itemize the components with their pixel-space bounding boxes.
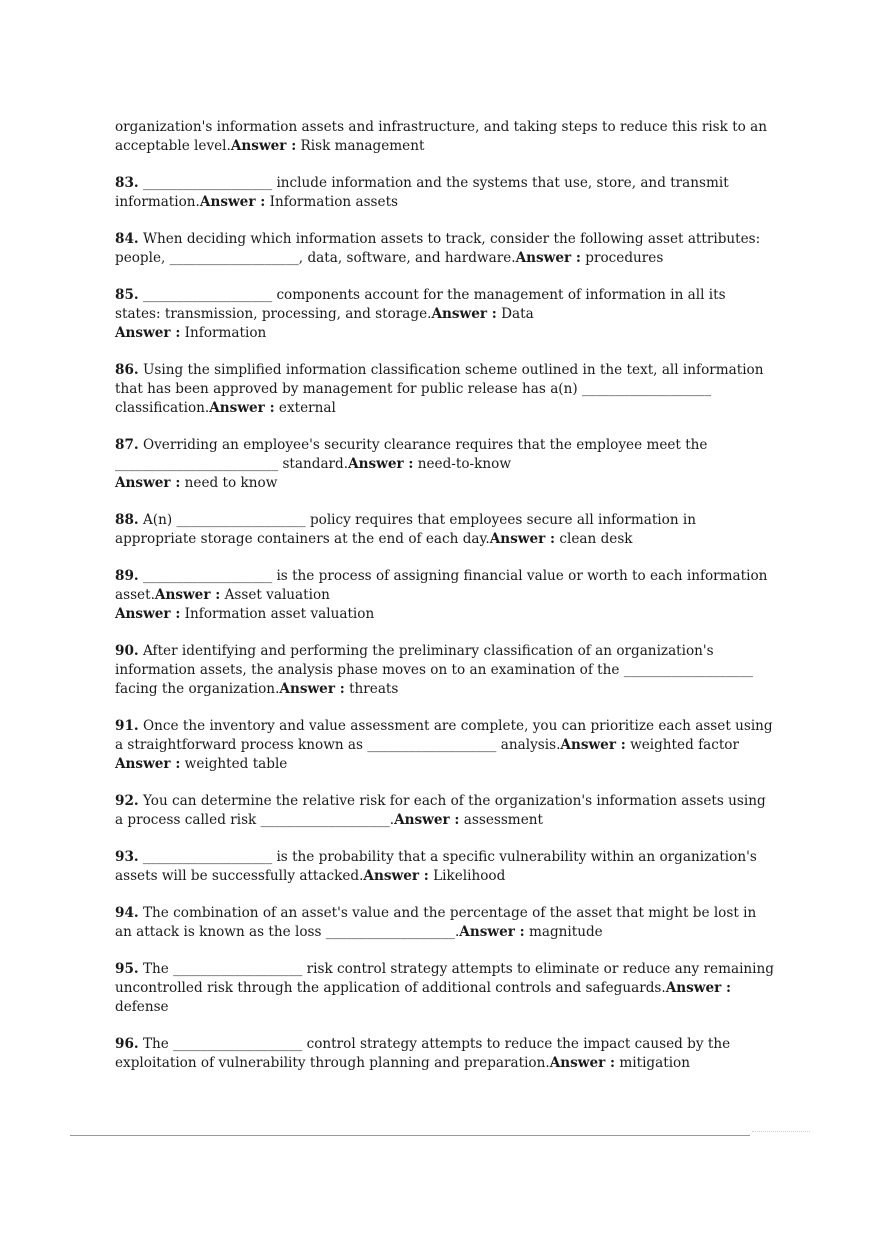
question-text: ___________________ include information and the systems that use, store, and transmit information.: [115, 175, 729, 210]
question-89: [115, 567, 775, 624]
question-number: 95.: [115, 961, 139, 977]
question-text: The combination of an asset's value and the percentage of the asset that might be lost in an attack is known as the loss ___________________.: [115, 905, 757, 940]
question-text: ___________________ components account for the management of information in all its states: transmission, processing, and storage.: [115, 287, 726, 322]
alternate-answer-text: weighted table: [180, 756, 288, 772]
question-line: [115, 567, 775, 605]
alternate-answer-label: Answer :: [115, 606, 181, 622]
question-number: 92.: [115, 793, 139, 809]
answer-text: mitigation: [615, 1055, 690, 1071]
question-number: 89.: [115, 568, 139, 584]
question-text: ___________________ is the process of assigning financial value or worth to each information asset.: [115, 568, 768, 603]
question-line: [115, 792, 775, 830]
alternate-answer-label: Answer :: [115, 475, 181, 491]
question-line: [115, 642, 775, 699]
question-text: Using the simplified information classification scheme outlined in the text, all information that has been approved by management for public release has a(n) ___________________ classification.: [115, 362, 764, 416]
footer-faint-mark: [752, 1131, 810, 1138]
answer-label: Answer :: [515, 250, 581, 266]
answer-text: procedures: [580, 250, 664, 266]
alternate-answer-line: [115, 755, 775, 774]
answer-text: Data: [496, 306, 534, 322]
answer-text: external: [274, 400, 336, 416]
question-text: ___________________ is the probability that a specific vulnerability within an organization's assets will be successfully attacked.: [115, 849, 757, 884]
question-number: 91.: [115, 718, 139, 734]
question-number: 84.: [115, 231, 139, 247]
intro-line: [115, 118, 775, 156]
intro-paragraph: [115, 118, 775, 156]
answer-text: need-to-know: [413, 456, 511, 472]
question-87: [115, 436, 775, 493]
question-text: Once the inventory and value assessment are complete, you can prioritize each asset using a straightforward process known as ___________________ analysis.: [115, 718, 773, 753]
footer-divider: [70, 1135, 750, 1136]
question-line: [115, 361, 775, 418]
answer-label: Answer :: [459, 924, 525, 940]
question-line: [115, 1035, 775, 1073]
question-94: [115, 904, 775, 942]
question-number: 93.: [115, 849, 139, 865]
question-line: [115, 717, 775, 755]
question-number: 88.: [115, 512, 139, 528]
answer-text: assessment: [459, 812, 543, 828]
question-91: [115, 717, 775, 774]
question-line: [115, 230, 775, 268]
intro-text: organization's information assets and infrastructure, and taking steps to reduce this risk to an acceptable level.: [115, 119, 768, 154]
answer-label: Answer :: [431, 306, 497, 322]
question-83: [115, 174, 775, 212]
question-text: The ___________________ risk control strategy attempts to eliminate or reduce any remaining uncontrolled risk through the application of additional controls and safeguards.: [115, 961, 774, 996]
answer-text: weighted factor: [625, 737, 739, 753]
question-line: [115, 436, 775, 474]
answer-label: Answer :: [549, 1055, 616, 1071]
alternate-answer-label: Answer :: [115, 756, 181, 772]
question-line: [115, 904, 775, 942]
question-text: When deciding which information assets to track, consider the following asset attributes: people, ___________________, data, software, and hardware.: [115, 231, 761, 266]
question-number: 94.: [115, 905, 139, 921]
answer-text: defense: [115, 999, 169, 1015]
alternate-answer-line: [115, 605, 775, 624]
answer-label: Answer :: [209, 400, 275, 416]
question-number: 90.: [115, 643, 139, 659]
question-text: You can determine the relative risk for each of the organization's information assets using a process called risk ___________________.: [115, 793, 766, 828]
alternate-answer-text: need to know: [180, 475, 278, 491]
answer-text: Information assets: [265, 194, 399, 210]
question-86: [115, 361, 775, 418]
question-93: [115, 848, 775, 886]
answer-label: Answer :: [199, 194, 266, 210]
question-number: 86.: [115, 362, 139, 378]
alternate-answer-line: [115, 474, 775, 493]
answer-label: Answer :: [363, 868, 429, 884]
answer-label: Answer :: [348, 456, 414, 472]
question-line: [115, 286, 775, 324]
question-text: After identifying and performing the preliminary classification of an organization's information assets, the analysis phase moves on to an examination of the ___________________ facing the organization.: [115, 643, 753, 697]
answer-label: Answer :: [154, 587, 221, 603]
answer-text: clean desk: [555, 531, 633, 547]
question-95: [115, 960, 775, 1017]
alternate-answer-text: Information asset valuation: [180, 606, 375, 622]
question-84: [115, 230, 775, 268]
answer-label: Answer :: [279, 681, 345, 697]
question-text: Overriding an employee's security clearance requires that the employee meet the ________________________ standard.: [115, 437, 708, 472]
answer-text: Asset valuation: [220, 587, 330, 603]
answer-label: Answer :: [665, 980, 732, 996]
answer-text: Likelihood: [428, 868, 506, 884]
question-90: [115, 642, 775, 699]
question-88: [115, 511, 775, 549]
question-line: [115, 174, 775, 212]
question-text: The ___________________ control strategy attempts to reduce the impact caused by the exploitation of vulnerability through planning and preparation.: [115, 1036, 731, 1071]
answer-label: Answer :: [394, 812, 460, 828]
alternate-answer-label: Answer :: [115, 325, 181, 341]
question-number: 87.: [115, 437, 139, 453]
answer-text: threats: [344, 681, 399, 697]
question-text: A(n) ___________________ policy requires that employees secure all information in appropriate storage containers at the end of each day.: [115, 512, 697, 547]
question-line: [115, 848, 775, 886]
answer-text: magnitude: [524, 924, 603, 940]
question-92: [115, 792, 775, 830]
alternate-answer-line: [115, 324, 775, 343]
answer-label: Answer :: [560, 737, 626, 753]
answer-label: Answer :: [230, 138, 297, 154]
question-line: [115, 511, 775, 549]
question-number: 85.: [115, 287, 139, 303]
question-number: 83.: [115, 175, 139, 191]
answer-text: Risk management: [296, 138, 425, 154]
document-body: [115, 118, 775, 1091]
answer-label: Answer :: [489, 531, 556, 547]
question-number: 96.: [115, 1036, 139, 1052]
alternate-answer-text: Information: [180, 325, 267, 341]
question-85: [115, 286, 775, 343]
question-line: [115, 960, 775, 1017]
question-96: [115, 1035, 775, 1073]
